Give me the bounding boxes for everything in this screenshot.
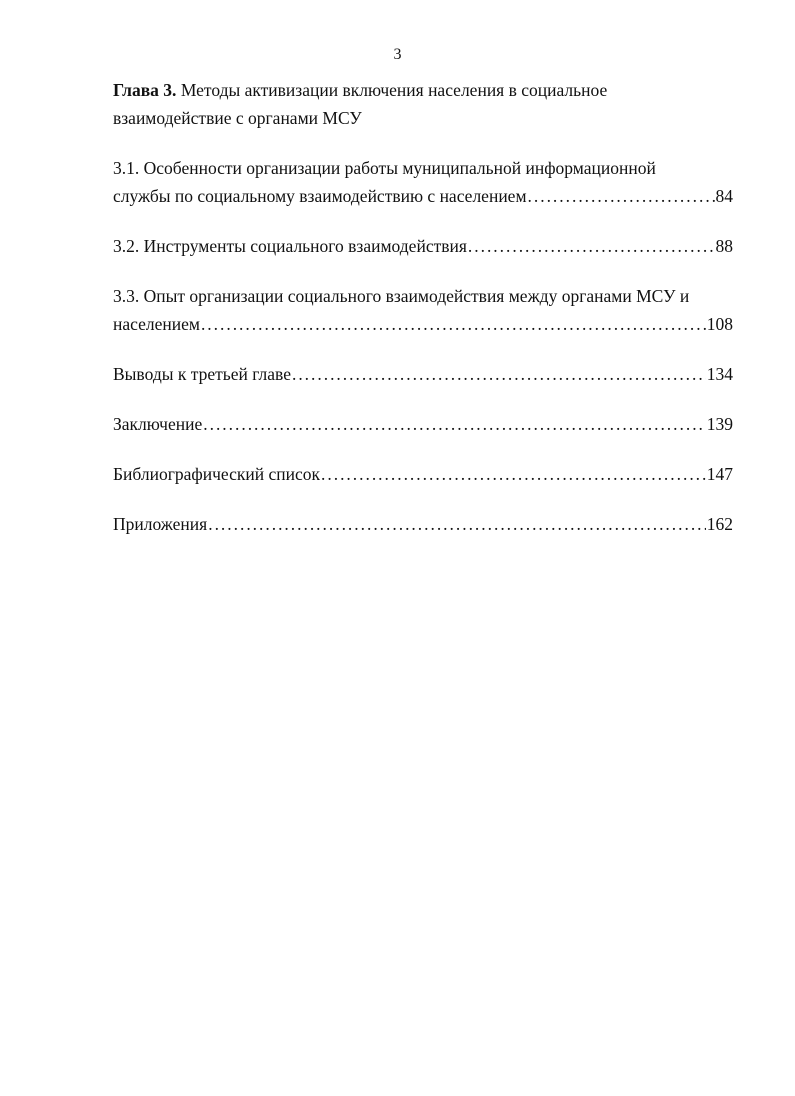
- toc-entry-conclusions-ch3[interactable]: [113, 360, 733, 388]
- toc-entry-text: Выводы к третьей главе: [113, 364, 291, 384]
- toc-page-number: 84: [715, 186, 733, 206]
- toc-entry-text: населением: [113, 314, 200, 334]
- toc-entry-bibliography[interactable]: [113, 460, 733, 488]
- toc-page-number: 147: [706, 464, 733, 484]
- toc-entry-text: Заключение: [113, 414, 203, 434]
- toc-entry-3-1[interactable]: [113, 154, 733, 210]
- toc-entry-text: Приложения: [113, 514, 208, 534]
- toc-entry-text: службы по социальному взаимодействию с населением: [113, 186, 527, 206]
- toc-page-number: 108: [706, 314, 733, 334]
- dot-leader: [292, 360, 706, 388]
- dot-leader: [468, 232, 715, 260]
- dot-leader: [203, 410, 706, 438]
- dot-leader: [528, 182, 715, 210]
- toc-entry-conclusion[interactable]: [113, 410, 733, 438]
- toc-entry-text: 3.2. Инструменты социального взаимодействия: [113, 236, 467, 256]
- chapter-label: Глава 3.: [113, 80, 177, 100]
- toc-entry-text: Библиографический список: [113, 464, 321, 484]
- toc-entry-3-3[interactable]: [113, 282, 733, 338]
- chapter-title-line2: взаимодействие с органами МСУ: [113, 108, 362, 128]
- toc-entry-appendices[interactable]: [113, 510, 733, 538]
- chapter-title-line1: Методы активизации включения населения в социальное: [176, 80, 608, 100]
- page-number: 3: [393, 46, 402, 63]
- toc-page-number: 139: [706, 414, 733, 434]
- toc-page-number: 88: [715, 236, 733, 256]
- table-of-contents: [113, 76, 733, 560]
- toc-entry-3-2[interactable]: [113, 232, 733, 260]
- chapter-heading: [113, 76, 733, 132]
- toc-page-number: 162: [706, 514, 733, 534]
- dot-leader: [201, 310, 706, 338]
- toc-entry-text: 3.1. Особенности организации работы муниципальной информационной: [113, 158, 656, 178]
- dot-leader: [321, 460, 706, 488]
- dot-leader: [208, 510, 706, 538]
- toc-page-number: 134: [706, 364, 733, 384]
- toc-entry-text: 3.3. Опыт организации социального взаимодействия между органами МСУ и: [113, 286, 690, 306]
